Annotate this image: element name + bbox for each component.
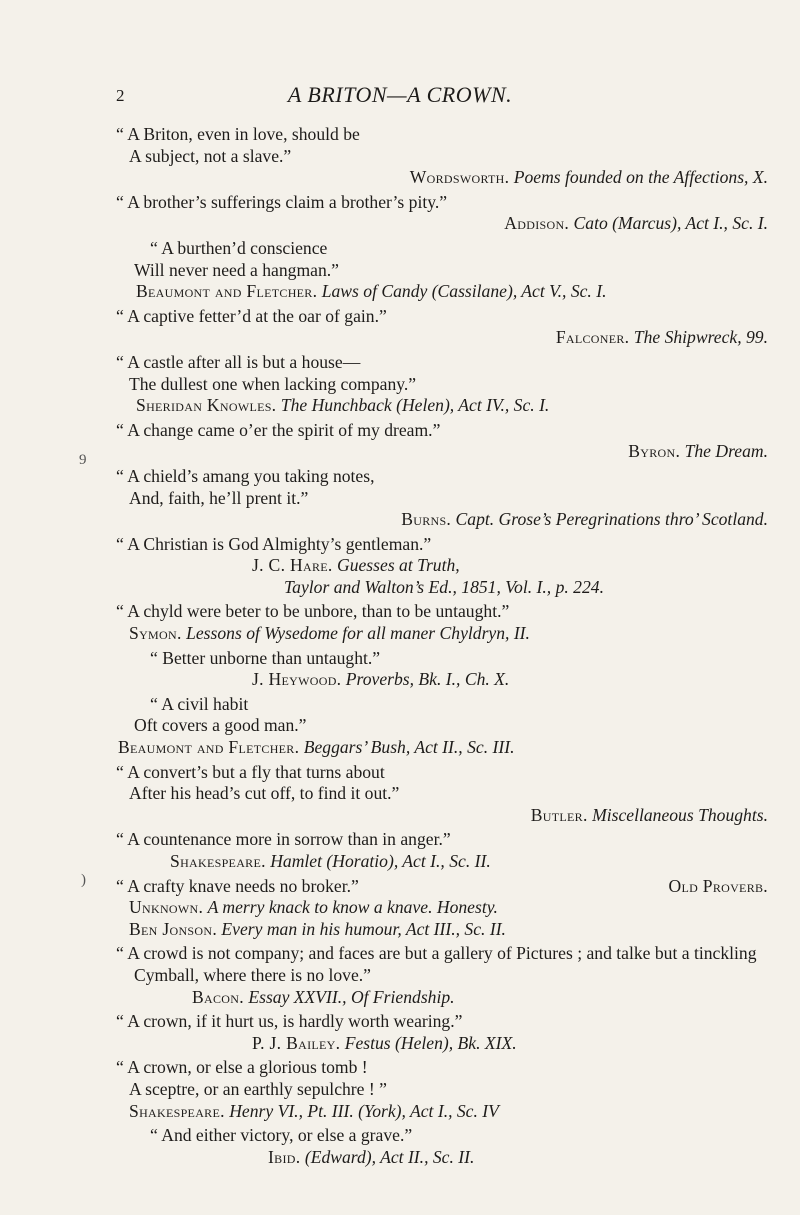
- work-title: Guesses at Truth,: [337, 555, 460, 576]
- quotation-entry: [116, 420, 768, 463]
- attribution: [116, 805, 768, 827]
- author: Shakespeare.: [129, 1100, 225, 1121]
- quotation-entry: [116, 1125, 768, 1168]
- attribution: [116, 851, 768, 873]
- quotation-entry: [116, 466, 768, 531]
- work-title: Poems founded on the Affections, X.: [513, 167, 768, 188]
- author: Ben Jonson.: [129, 918, 218, 939]
- attribution: [116, 327, 768, 349]
- attribution: [116, 281, 768, 303]
- quote-line: “ A castle after all is but a house—: [116, 351, 361, 372]
- author: Butler.: [530, 804, 588, 825]
- author: Wordsworth.: [409, 167, 510, 188]
- quote-line: The dullest one when lacking company.”: [129, 373, 417, 394]
- work-edition: Taylor and Walton’s Ed., 1851, Vol. I., p. 224.: [284, 576, 604, 597]
- quotation-entry: [116, 648, 768, 691]
- attribution: [116, 669, 768, 691]
- work-title: The Hunchback (Helen), Act IV., Sc. I.: [280, 395, 550, 416]
- author: P. J. Bailey.: [252, 1032, 341, 1053]
- work-title: Laws of Candy (Cassilane), Act V., Sc. I.: [321, 281, 607, 302]
- author: Falconer.: [555, 327, 630, 348]
- work-title: (Edward), Act II., Sc. II.: [304, 1146, 475, 1167]
- quote-line: “ A chield’s amang you taking notes,: [116, 465, 375, 486]
- quotation-entry: [116, 762, 768, 827]
- margin-mark: ): [81, 872, 86, 888]
- work-title: Lessons of Wysedome for all maner Chyldryn, II.: [186, 623, 530, 644]
- quote-line: Will never need a hangman.”: [134, 259, 339, 280]
- work-title: Henry VI., Pt. III. (York), Act I., Sc. IV: [229, 1100, 499, 1121]
- quote-line: [116, 876, 768, 898]
- author: Burns.: [401, 509, 452, 530]
- author: J. Heywood.: [252, 669, 342, 690]
- quote-line: And, faith, he’ll prent it.”: [129, 487, 309, 508]
- quote-line: “ A crown, or else a glorious tomb !: [116, 1057, 368, 1078]
- work-title: Essay XXVII., Of Friendship.: [248, 986, 455, 1007]
- margin-mark: 9: [79, 452, 87, 468]
- running-head: A BRITON—A CROWN.: [287, 82, 513, 107]
- attribution: [116, 919, 768, 941]
- attribution: [116, 555, 768, 577]
- work-title: Capt. Grose’s Peregrinations thro’ Scotland.: [455, 509, 768, 530]
- quote-line: “ A change came o’er the spirit of my dream.”: [116, 419, 441, 440]
- quote-line: “ A brother’s sufferings claim a brother’s pity.”: [116, 191, 448, 212]
- quote-line: A sceptre, or an earthly sepulchre ! ”: [129, 1078, 387, 1099]
- quotation-entry: [116, 534, 768, 599]
- author: Beaumont and Fletcher.: [136, 281, 318, 302]
- work-title: Beggars’ Bush, Act II., Sc. III.: [303, 737, 515, 758]
- author: Ibid.: [268, 1146, 301, 1167]
- attribution: [116, 623, 768, 645]
- quotation-entry: [116, 876, 768, 941]
- author: Beaumont and Fletcher.: [118, 737, 300, 758]
- author: Byron.: [628, 441, 681, 462]
- quotation-entry: [116, 352, 768, 417]
- work-title: Miscellaneous Thoughts.: [592, 804, 768, 825]
- work-title: The Shipwreck, 99.: [633, 327, 768, 348]
- author: Symon.: [129, 623, 182, 644]
- quote-line: “ Better unborne than untaught.”: [150, 647, 381, 668]
- quotation-entry: [116, 192, 768, 235]
- quote-line: “ A captive fetter’d at the oar of gain.”: [116, 305, 387, 326]
- quotation-entry: [116, 1057, 768, 1122]
- author: J. C. Hare.: [252, 555, 333, 576]
- quote-line: “ A burthen’d conscience: [150, 237, 328, 258]
- author: Shakespeare.: [170, 851, 266, 871]
- quotation-entry: [116, 306, 768, 349]
- quote-line: “ A countenance more in sorrow than in anger.”: [116, 829, 451, 850]
- work-title: Proverbs, Bk. I., Ch. X.: [345, 669, 510, 690]
- attribution: [116, 213, 768, 235]
- quote-line: “ And either victory, or else a grave.”: [150, 1125, 413, 1146]
- work-title: A merry knack to know a knave. Honesty.: [207, 897, 498, 918]
- quotation-entry: [116, 694, 768, 759]
- quotation-entry: [116, 1011, 768, 1054]
- attribution: [116, 167, 768, 189]
- attribution: [116, 441, 768, 463]
- quotation-entry: [116, 238, 768, 303]
- quote-line: “ A Christian is God Almighty’s gentleman.”: [116, 533, 432, 554]
- quote-line: “ A chyld were beter to be unbore, than to be untaught.”: [116, 601, 510, 622]
- author: Sheridan Knowles.: [136, 395, 277, 416]
- attribution: [116, 987, 768, 1009]
- page-header: [0, 82, 800, 112]
- quotation-entry: [116, 829, 768, 872]
- work-title: Cato (Marcus), Act I., Sc. I.: [573, 213, 768, 234]
- page-number: 2: [116, 86, 125, 105]
- quote-line: “ A crown, if it hurt us, is hardly worth wearing.”: [116, 1011, 463, 1032]
- quote-line: After his head’s cut off, to find it out.”: [129, 783, 400, 804]
- attribution: [116, 1101, 768, 1123]
- attribution: [116, 1033, 768, 1055]
- quote-line: Oft covers a good man.”: [134, 715, 307, 736]
- quote-line: A subject, not a slave.”: [129, 145, 292, 166]
- quote-line: “ A civil habit: [150, 693, 249, 714]
- author: Bacon.: [192, 986, 244, 1007]
- attribution: [116, 395, 768, 417]
- quote-line: “ A Briton, even in love, should be: [116, 124, 360, 144]
- quote-line: “ A convert’s but a fly that turns about: [116, 761, 385, 782]
- quotation-entry: [116, 124, 768, 189]
- author: Unknown.: [129, 897, 204, 918]
- quotation-list: [116, 124, 768, 1171]
- work-title: Hamlet (Horatio), Act I., Sc. II.: [270, 851, 491, 871]
- attribution: [116, 509, 768, 531]
- quote-line: “ A crowd is not company; and faces are but a gallery of Pictures ; and talke but a tinckling Cymball, where there is no love.”: [116, 943, 757, 985]
- quotation-entry: [116, 601, 768, 644]
- quote-text: “ A crafty knave needs no broker.”: [116, 875, 359, 896]
- work-title: The Dream.: [684, 441, 768, 462]
- attribution: [116, 1147, 768, 1169]
- author: Addison.: [504, 213, 570, 234]
- work-title: Every man in his humour, Act III., Sc. II.: [221, 918, 506, 939]
- attribution: [116, 897, 768, 919]
- attribution: [116, 737, 768, 759]
- proverb-source: Old Proverb.: [668, 875, 768, 896]
- quotation-entry: [116, 943, 768, 1008]
- work-title: Festus (Helen), Bk. XIX.: [344, 1032, 517, 1053]
